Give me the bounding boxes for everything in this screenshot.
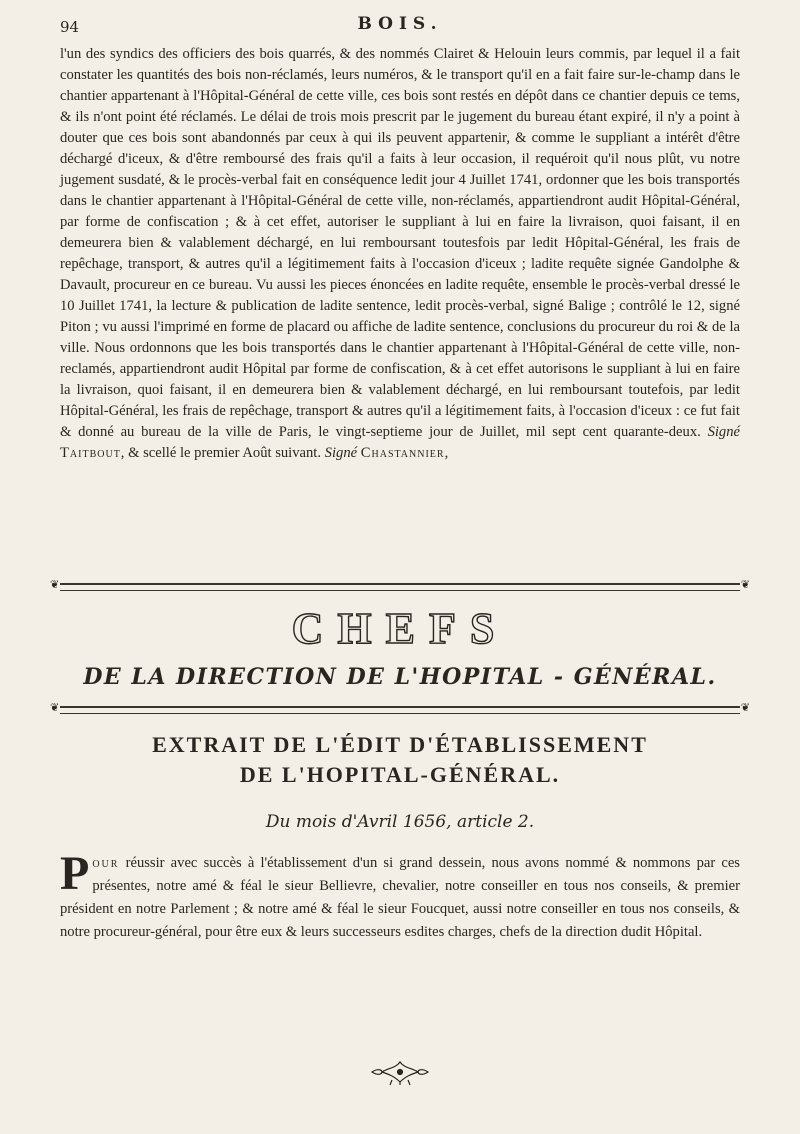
- page-number: 94: [60, 18, 80, 36]
- extract-heading-line-2: DE L'HOPITAL-GÉNÉRAL.: [239, 762, 561, 787]
- decree-lead-word: our: [92, 855, 120, 871]
- extract-heading-line-1: EXTRAIT DE L'ÉDIT D'ÉTABLISSEMENT: [152, 732, 648, 757]
- signatory-name-2: Chastannier,: [360, 445, 450, 461]
- extract-heading: [0, 730, 800, 790]
- decree-text: réussir avec succès à l'établissement d'un si grand dessein, nous avons nommé & nommons par ces présentes, notre amé & féal le sieur Bellievre, chevalier, notre conseiller en tous nos conseils, & premier président en notre Parlement ; & notre amé & féal le sieur Foucquet, aussi notre conseiller en tous nos conseils, & notre procureur-général, pour être eux & leurs successeurs esdites charges, chefs de la direction dudit Hôpital.: [60, 855, 740, 940]
- seal-note: , & scellé le premier Août suivant.: [120, 445, 322, 461]
- ornamental-rule-bottom: [50, 701, 750, 714]
- page-header: [60, 14, 740, 42]
- section-subtitle: DE LA DIRECTION DE L'HOPITAL - GÉNÉRAL.: [83, 664, 717, 690]
- rule-end-left-icon: ❦: [50, 578, 60, 591]
- body-paragraph: [60, 44, 740, 464]
- ornamental-rule-top: [50, 578, 750, 591]
- section-title: CHEFS: [291, 604, 509, 653]
- signe-label-2: Signé: [324, 445, 358, 461]
- decree-paragraph: [60, 847, 740, 944]
- drop-cap: P: [60, 847, 90, 900]
- rule-end-right-icon: ❦: [740, 701, 750, 714]
- paragraph-text: l'un des syndics des officiers des bois quarrés, & des nommés Clairet & Helouin leurs commis, par lequel il a fait constater les quantités des bois non-réclamés, leurs numéros, & le transport qu'il en a fait faire sur-le-champ dans le chantier appartenant à l'Hôpital-Général de cette ville, ces bois sont restés en dépôt dans ce chantier depuis ce tems, & ils n'ont point été réclamés. Le délai de trois mois prescrit par le jugement du bureau étant expiré, il n'y a point à douter que ces bois sont abandonnés par ceux à qui ils peuvent appartenir, & comme le suppliant a intérêt d'être déchargé d'iceux, & d'être remboursé des frais qu'il a faits à leur occasion, il requéroit qu'il nous plût, vu notre jugement susdaté, & le procès-verbal fait en conséquence ledit jour 4 Juillet 1741, ordonner que les bois transportés dans le chantier appartenant à l'Hôpital-Général de cette ville, non-réclamés, appartiendront audit Hôpital-Général, par forme de confiscation ; & à cet effet, autoriser le suppliant à lui en faire la livraison, quoi faisant, il en demeurera bien & valablement déchargé, en lui remboursant toutesfois par ledit Hôpital-Général, les frais de repêchage, transport, & autres qu'il a légitimement faits à l'occasion d'iceux ; ladite requête signée Gandolphe & Davault, procureur en ce bureau. Vu aussi les pieces énoncées en ladite requête, ensemble le procès-verbal dressé le 10 Juillet 1741, la lecture & publication de ladite sentence, ledit procès-verbal, signé Balige ; contrôlé le 12, signé Piton ; vu aussi l'imprimé en forme de placard ou affiche de ladite sentence, conclusions du procureur du roi & de la ville. Nous ordonnons que les bois transportés dans le chantier appartenant à l'Hôpital-Général de cette ville, non-reclamés, appartiendront audit Hôpital par forme de confiscation, & à cet effet autorisons le suppliant à lui en faire la livraison, quoi faisant, il en demeurera bien & valablement déchargé, en lui remboursant toutefois, par ledit Hôpital-Général, les frais de repêchage, transport & autres qu'il a légitimement faits, à l'occasion d'iceux : ce fut fait & donné au bureau de la ville de Paris, le vingt-septieme jour de Juillet, mil sept cent quarante-deux.: [60, 46, 740, 440]
- date-line: Du mois d'Avril 1656, article 2.: [265, 812, 535, 832]
- signatory-name-1: Taitbout: [60, 445, 121, 461]
- rule-end-left-icon: ❦: [50, 701, 60, 714]
- running-head: BOIS.: [357, 14, 443, 34]
- rule-end-right-icon: ❦: [740, 578, 750, 591]
- signe-label-1: Signé: [707, 424, 740, 440]
- fleuron-icon: [368, 1058, 432, 1086]
